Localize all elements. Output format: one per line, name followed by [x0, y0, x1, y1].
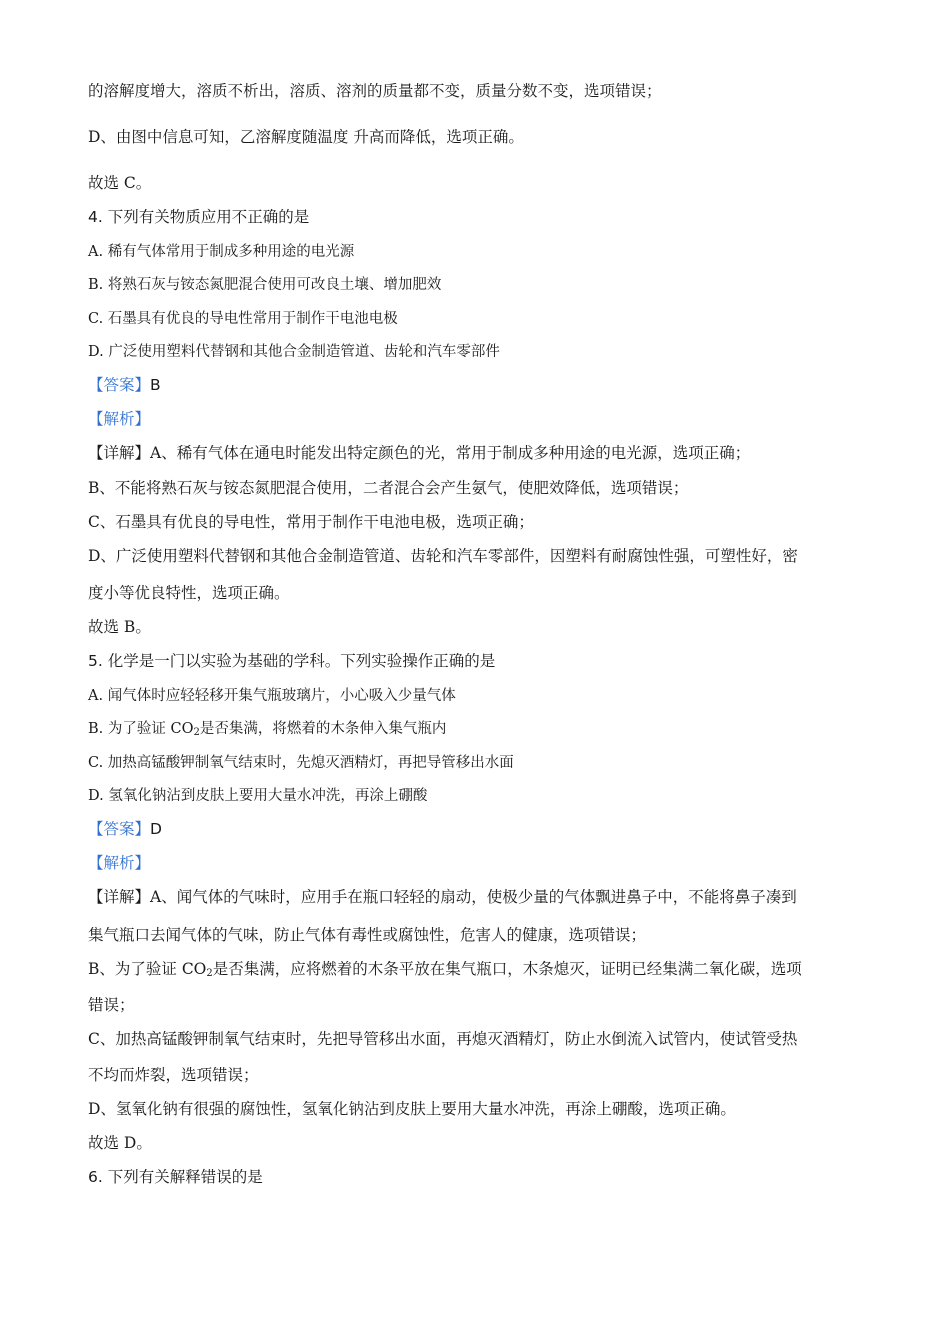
q4-detail-a	[88, 442, 890, 464]
q5-option-d: D. 氢氧化钠沾到皮肤上要用大量水冲洗，再涂上硼酸	[88, 788, 428, 804]
q4-option-a: A. 稀有气体常用于制成多种用途的电光源	[88, 244, 355, 260]
q5-conclusion: 故选 D。	[88, 1134, 152, 1152]
q5-answer	[88, 818, 890, 840]
q5-option-b	[88, 718, 890, 740]
q5-detail-b-line1	[88, 958, 890, 980]
q5-detail-c-line2: 不均而炸裂，选项错误；	[88, 1066, 259, 1084]
detail-text: A、稀有气体在通电时能发出特定颜色的光，常用于制成多种用途的电光源，选项正确；	[150, 444, 751, 462]
q4-option-c: C. 石墨具有优良的导电性常用于制作干电池电极	[88, 311, 398, 327]
detail-tag: 【详解】	[88, 444, 151, 462]
q4-detail-d-line2: 度小等优良特性，选项正确。	[88, 584, 290, 602]
q4-option-d: D. 广泛使用塑料代替钢和其他合金制造管道、齿轮和汽车零部件	[88, 344, 500, 360]
q4-detail-d-line1: D、广泛使用塑料代替钢和其他合金制造管道、齿轮和汽车零部件，因塑料有耐腐蚀性强，可塑性好，密	[88, 547, 798, 565]
detail-text: A、闻气体的气味时，应用手在瓶口轻轻的扇动，使极少量的气体飘进鼻子中，不能将鼻子凑到	[150, 888, 797, 906]
detail-tag: 【详解】	[88, 888, 151, 906]
detail-text-post: 是否集满，应将燃着的木条平放在集气瓶口，木条熄灭，证明已经集满二氧化碳，选项	[212, 960, 802, 978]
q6-stem: 6. 下列有关解释错误的是	[88, 1168, 263, 1186]
answer-value: B	[150, 376, 161, 394]
q5-detail-a-line2: 集气瓶口去闻气体的气味，防止气体有毒性或腐蚀性，危害人的健康，选项错误；	[88, 926, 647, 944]
q4-option-b: B. 将熟石灰与铵态氮肥混合使用可改良土壤、增加肥效	[88, 277, 442, 293]
q4-conclusion: 故选 B。	[88, 618, 151, 636]
option-text-pre: B. 为了验证 CO	[88, 721, 194, 737]
q4-detail-b: B、不能将熟石灰与铵态氮肥混合使用，二者混合会产生氨气，使肥效降低，选项错误；	[88, 479, 689, 497]
q4-stem: 4. 下列有关物质应用不正确的是	[88, 208, 310, 226]
answer-value: D	[150, 820, 162, 838]
option-text-post: 是否集满，将燃着的木条伸入集气瓶内	[199, 721, 447, 737]
q5-detail-b-line2: 错误；	[88, 996, 135, 1014]
q4-answer	[88, 374, 890, 396]
q5-detail-d: D、氢氧化钠有很强的腐蚀性，氢氧化钠沾到皮肤上要用大量水冲洗，再涂上硼酸，选项正确。	[88, 1100, 736, 1118]
q5-detail-c-line1: C、加热高锰酸钾制氧气结束时，先把导管移出水面，再熄灭酒精灯，防止水倒流入试管内，使试管受热	[88, 1030, 798, 1048]
q5-stem: 5. 化学是一门以实验为基础的学科。下列实验操作正确的是	[88, 652, 496, 670]
q5-detail-a-line1	[88, 886, 890, 908]
q5-option-a: A. 闻气体时应轻轻移开集气瓶玻璃片，小心吸入少量气体	[88, 688, 456, 704]
detail-text-pre: B、为了验证 CO	[88, 960, 207, 978]
q5-option-c: C. 加热高锰酸钾制氧气结束时，先熄灭酒精灯，再把导管移出水面	[88, 755, 514, 771]
continuation-conclusion: 故选 C。	[88, 174, 152, 192]
q4-analysis-tag: 【解析】	[88, 410, 151, 428]
continuation-line-1: 的溶解度增大，溶质不析出，溶质、溶剂的质量都不变，质量分数不变，选项错误；	[88, 82, 662, 100]
subscript: 2	[193, 727, 200, 738]
q5-analysis-tag: 【解析】	[88, 854, 151, 872]
subscript: 2	[206, 968, 213, 979]
continuation-line-2: D、由图中信息可知，乙溶解度随温度 升高而降低，选项正确。	[88, 128, 524, 146]
answer-tag: 【答案】	[88, 820, 151, 838]
q4-detail-c: C、石墨具有优良的导电性，常用于制作干电池电极，选项正确；	[88, 513, 534, 531]
answer-tag: 【答案】	[88, 376, 151, 394]
